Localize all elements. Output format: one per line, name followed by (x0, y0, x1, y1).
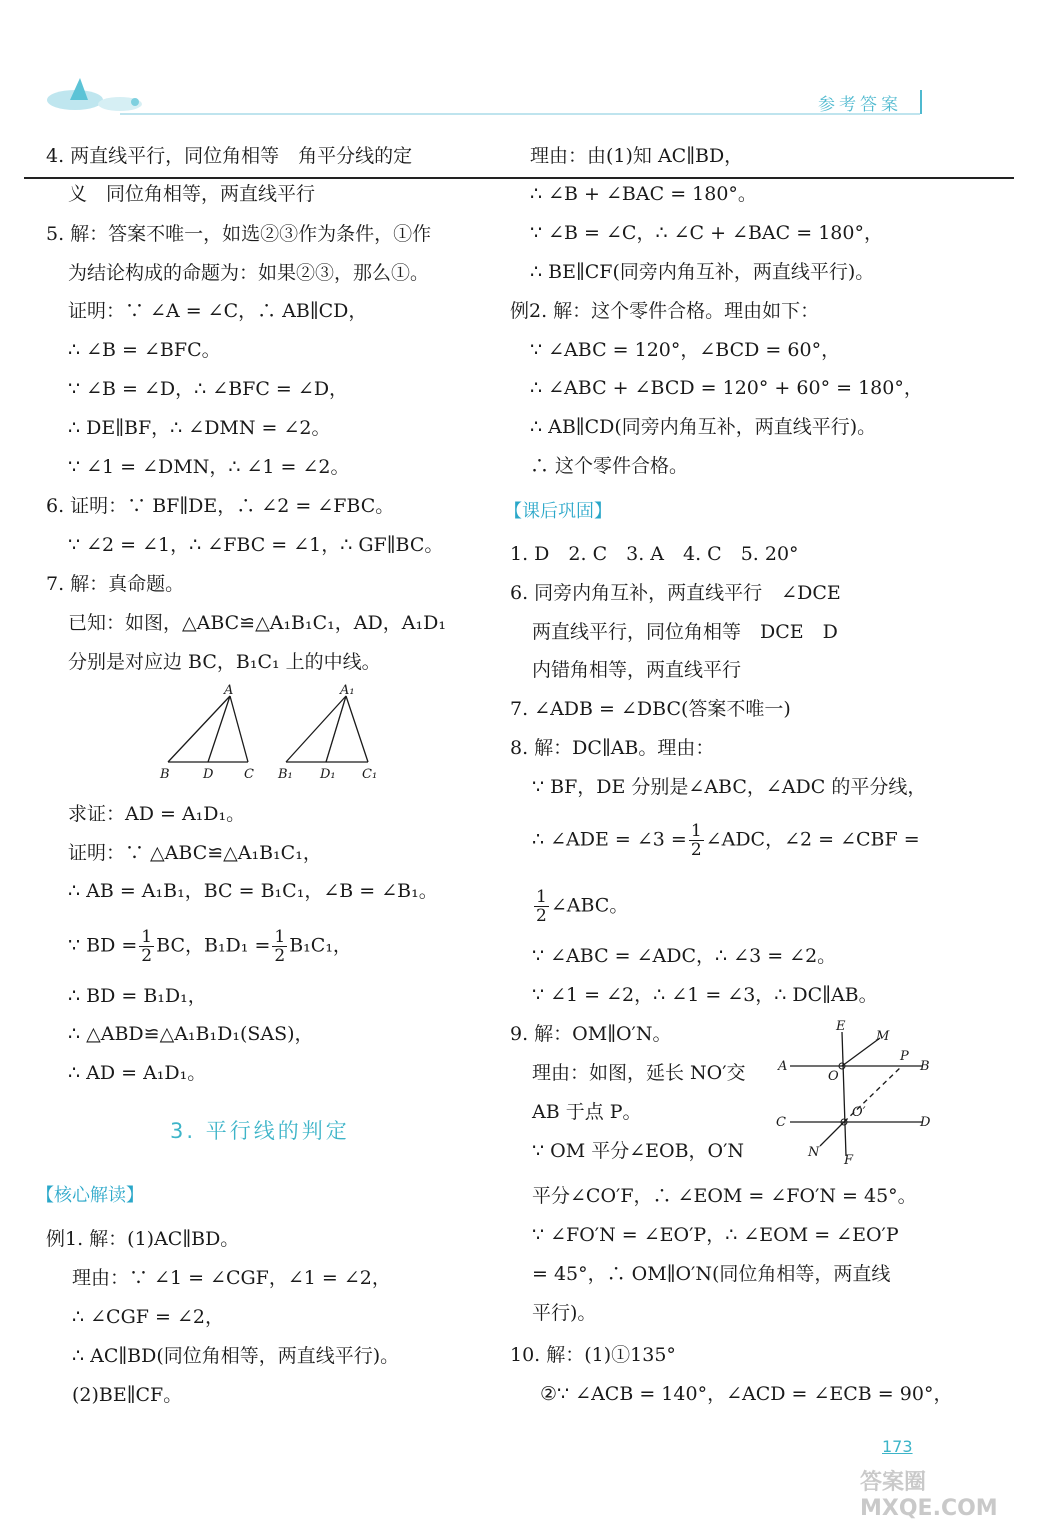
q5-line6: ∴ DE∥BF，∴ ∠DMN = ∠2。 (68, 417, 331, 439)
watermark: 答案圈 MXQE.COM (860, 1470, 998, 1521)
a8-line6: ∵ ∠1 = ∠2，∴ ∠1 = ∠3，∴ DC∥AB。 (532, 984, 878, 1006)
label-O: O (828, 1069, 839, 1084)
q7-line9: ∴ △ABD≌△A₁B₁D₁(SAS)， (68, 1023, 314, 1045)
q4-line2: 义 同位角相等，两直线平行 (68, 183, 316, 205)
label-D1: D₁ (320, 767, 336, 782)
header-tab-bracket (916, 90, 922, 114)
ex2-line5: ∴ 这个零件合格。 (530, 455, 689, 477)
ex2-line4: ∴ AB∥CD(同旁内角互补，两直线平行)。 (530, 416, 877, 438)
label-D: D (203, 767, 214, 782)
q6-line2: ∵ ∠2 = ∠1，∴ ∠FBC = ∠1，∴ GF∥BC。 (68, 534, 444, 556)
parallel-lines-diagram (772, 1016, 942, 1166)
a8-line5: ∵ ∠ABC = ∠ADC，∴ ∠3 = ∠2。 (532, 945, 837, 967)
q7-line7-a: ∵ BD = (68, 934, 138, 957)
q5-line1: 5. 解：答案不唯一，如选②③作为条件，①作 (46, 223, 432, 245)
q6-line1: 6. 证明：∵ BF∥DE，∴ ∠2 = ∠FBC。 (46, 495, 395, 517)
r-line4: ∴ BE∥CF(同旁内角互补，两直线平行)。 (530, 261, 875, 283)
a8-line1: 8. 解：DC∥AB。理由： (510, 737, 715, 759)
label-A: A (778, 1059, 788, 1074)
a8-line3-a: ∴ ∠ADE = ∠3 = (532, 828, 687, 851)
ex1-line1: 例1. 解：(1)AC∥BD。 (46, 1228, 240, 1250)
label-N: N (808, 1145, 820, 1160)
label-B1: B₁ (278, 767, 293, 782)
a6-line3: 内错角相等，两直线平行 (532, 659, 742, 681)
a9-line7: = 45°，∴ OM∥O′N(同位角相等，两直线 (532, 1263, 891, 1285)
a7-line: 7. ∠ADB = ∠DBC(答案不唯一) (510, 698, 791, 720)
q5-line2: 为结论构成的命题为：如果②③，那么①。 (68, 262, 430, 284)
core-head: 【核心解读】 (36, 1185, 144, 1206)
ex1-line2: 理由：∵ ∠1 = ∠CGF，∠1 = ∠2， (72, 1267, 391, 1289)
a9-line6: ∵ ∠FO′N = ∠EO′P，∴ ∠EOM = ∠EO′P (532, 1224, 899, 1246)
label-C: C (776, 1115, 786, 1130)
after-head: 【课后巩固】 (504, 501, 612, 522)
q7-line10: ∴ AD = A₁D₁。 (68, 1062, 207, 1084)
q7-line7-c: B₁C₁， (289, 934, 352, 957)
fraction-half: $\frac{1}{2}$ (274, 927, 286, 966)
a8-line4-text: ∠ABC。 (550, 894, 629, 917)
label-E: E (836, 1019, 846, 1034)
a8-line3 (532, 822, 920, 859)
q7-line7-b: BC，B₁D₁ = (156, 934, 271, 957)
a9-line5: 平分∠CO′F，∴ ∠EOM = ∠FO′N = 45°。 (532, 1185, 917, 1207)
r-line1: 理由：由(1)知 AC∥BD， (530, 145, 744, 167)
a9-line2: 理由：如图，延长 NO′交 (532, 1062, 746, 1084)
header-label: 参考答案 (818, 95, 902, 115)
a6-line1: 6. 同旁内角互补，两直线平行 ∠DCE (510, 582, 841, 604)
left-top-rule (24, 177, 1014, 179)
a9-line1: 9. 解：OM∥O′N。 (510, 1023, 672, 1045)
a9-line4: ∵ OM 平分∠EOB，O′N (532, 1140, 745, 1162)
a6-line2: 两直线平行，同位角相等 DCE D (532, 621, 838, 643)
r-line2: ∴ ∠B + ∠BAC = 180°。 (530, 183, 757, 205)
fraction-half: $\frac{1}{2}$ (690, 821, 702, 860)
fraction-half: $\frac{1}{2}$ (536, 887, 547, 926)
a8-line2: ∵ BF，DE 分别是∠ABC，∠ADC 的平分线， (532, 776, 927, 798)
header-decoration (40, 70, 160, 115)
label-B: B (920, 1059, 930, 1074)
label-A: A (224, 683, 234, 698)
label-C: C (244, 767, 254, 782)
label-O-prime: O′ (852, 1105, 866, 1120)
label-C1: C₁ (362, 767, 378, 782)
label-B: B (160, 767, 170, 782)
ex1-line5: (2)BE∥CF。 (72, 1384, 183, 1406)
label-M: M (876, 1029, 890, 1044)
a8-line3-b: ∠ADC，∠2 = ∠CBF = (705, 828, 920, 851)
q7-line6: ∴ AB = A₁B₁，BC = B₁C₁，∠B = ∠B₁。 (68, 880, 438, 902)
q7-line1: 7. 解：真命题。 (46, 573, 185, 595)
q7-line5: 证明：∵ △ABC≌△A₁B₁C₁， (68, 842, 322, 864)
q7-line3: 分别是对应边 BC，B₁C₁ 上的中线。 (68, 651, 381, 673)
r-line3: ∵ ∠B = ∠C，∴ ∠C + ∠BAC = 180°， (530, 222, 883, 244)
q7-line8: ∴ BD = B₁D₁， (68, 985, 207, 1007)
ex2-line2: ∵ ∠ABC = 120°，∠BCD = 60°， (530, 339, 841, 361)
label-D: D (920, 1115, 931, 1130)
page-number: 173 (882, 1437, 913, 1456)
triangle-diagram (150, 682, 390, 786)
q7-line2: 已知：如图，△ABC≌△A₁B₁C₁，AD，A₁D₁ (68, 612, 446, 634)
a9-line3: AB 于点 P。 (532, 1101, 642, 1123)
q4-line1: 4. 两直线平行，同位角相等 角平分线的定 (46, 145, 413, 167)
section-title: 3. 平行线的判定 (170, 1119, 350, 1143)
q5-line5: ∵ ∠B = ∠D，∴ ∠BFC = ∠D， (68, 378, 349, 400)
label-A1: A₁ (340, 683, 355, 698)
ex1-line4: ∴ AC∥BD(同位角相等，两直线平行)。 (72, 1345, 400, 1367)
q5-line4: ∴ ∠B = ∠BFC。 (68, 339, 221, 361)
q5-line3: 证明：∵ ∠A = ∠C，∴ AB∥CD， (68, 300, 368, 322)
label-F: F (844, 1153, 854, 1166)
ex2-line1: 例2. 解：这个零件合格。理由如下： (510, 300, 820, 322)
q5-line7: ∵ ∠1 = ∠DMN，∴ ∠1 = ∠2。 (68, 456, 350, 478)
label-P: P (900, 1049, 909, 1064)
fraction-half: $\frac{1}{2}$ (141, 927, 153, 966)
q7-line4: 求证：AD = A₁D₁。 (68, 803, 246, 825)
a10-line2: ②∵ ∠ACB = 140°，∠ACD = ∠ECB = 90°， (540, 1383, 953, 1405)
header-rule (120, 113, 920, 115)
a1-line: 1. D 2. C 3. A 4. C 5. 20° (510, 543, 799, 565)
ex2-line3: ∴ ∠ABC + ∠BCD = 120° + 60° = 180°， (530, 377, 923, 399)
a9-line8: 平行)。 (532, 1302, 597, 1324)
a8-line4 (532, 888, 628, 925)
a10-line1: 10. 解：(1)①135° (510, 1344, 676, 1366)
ex1-line3: ∴ ∠CGF = ∠2， (72, 1306, 224, 1328)
q7-line7 (68, 928, 352, 965)
header-logo-icon (40, 70, 160, 115)
